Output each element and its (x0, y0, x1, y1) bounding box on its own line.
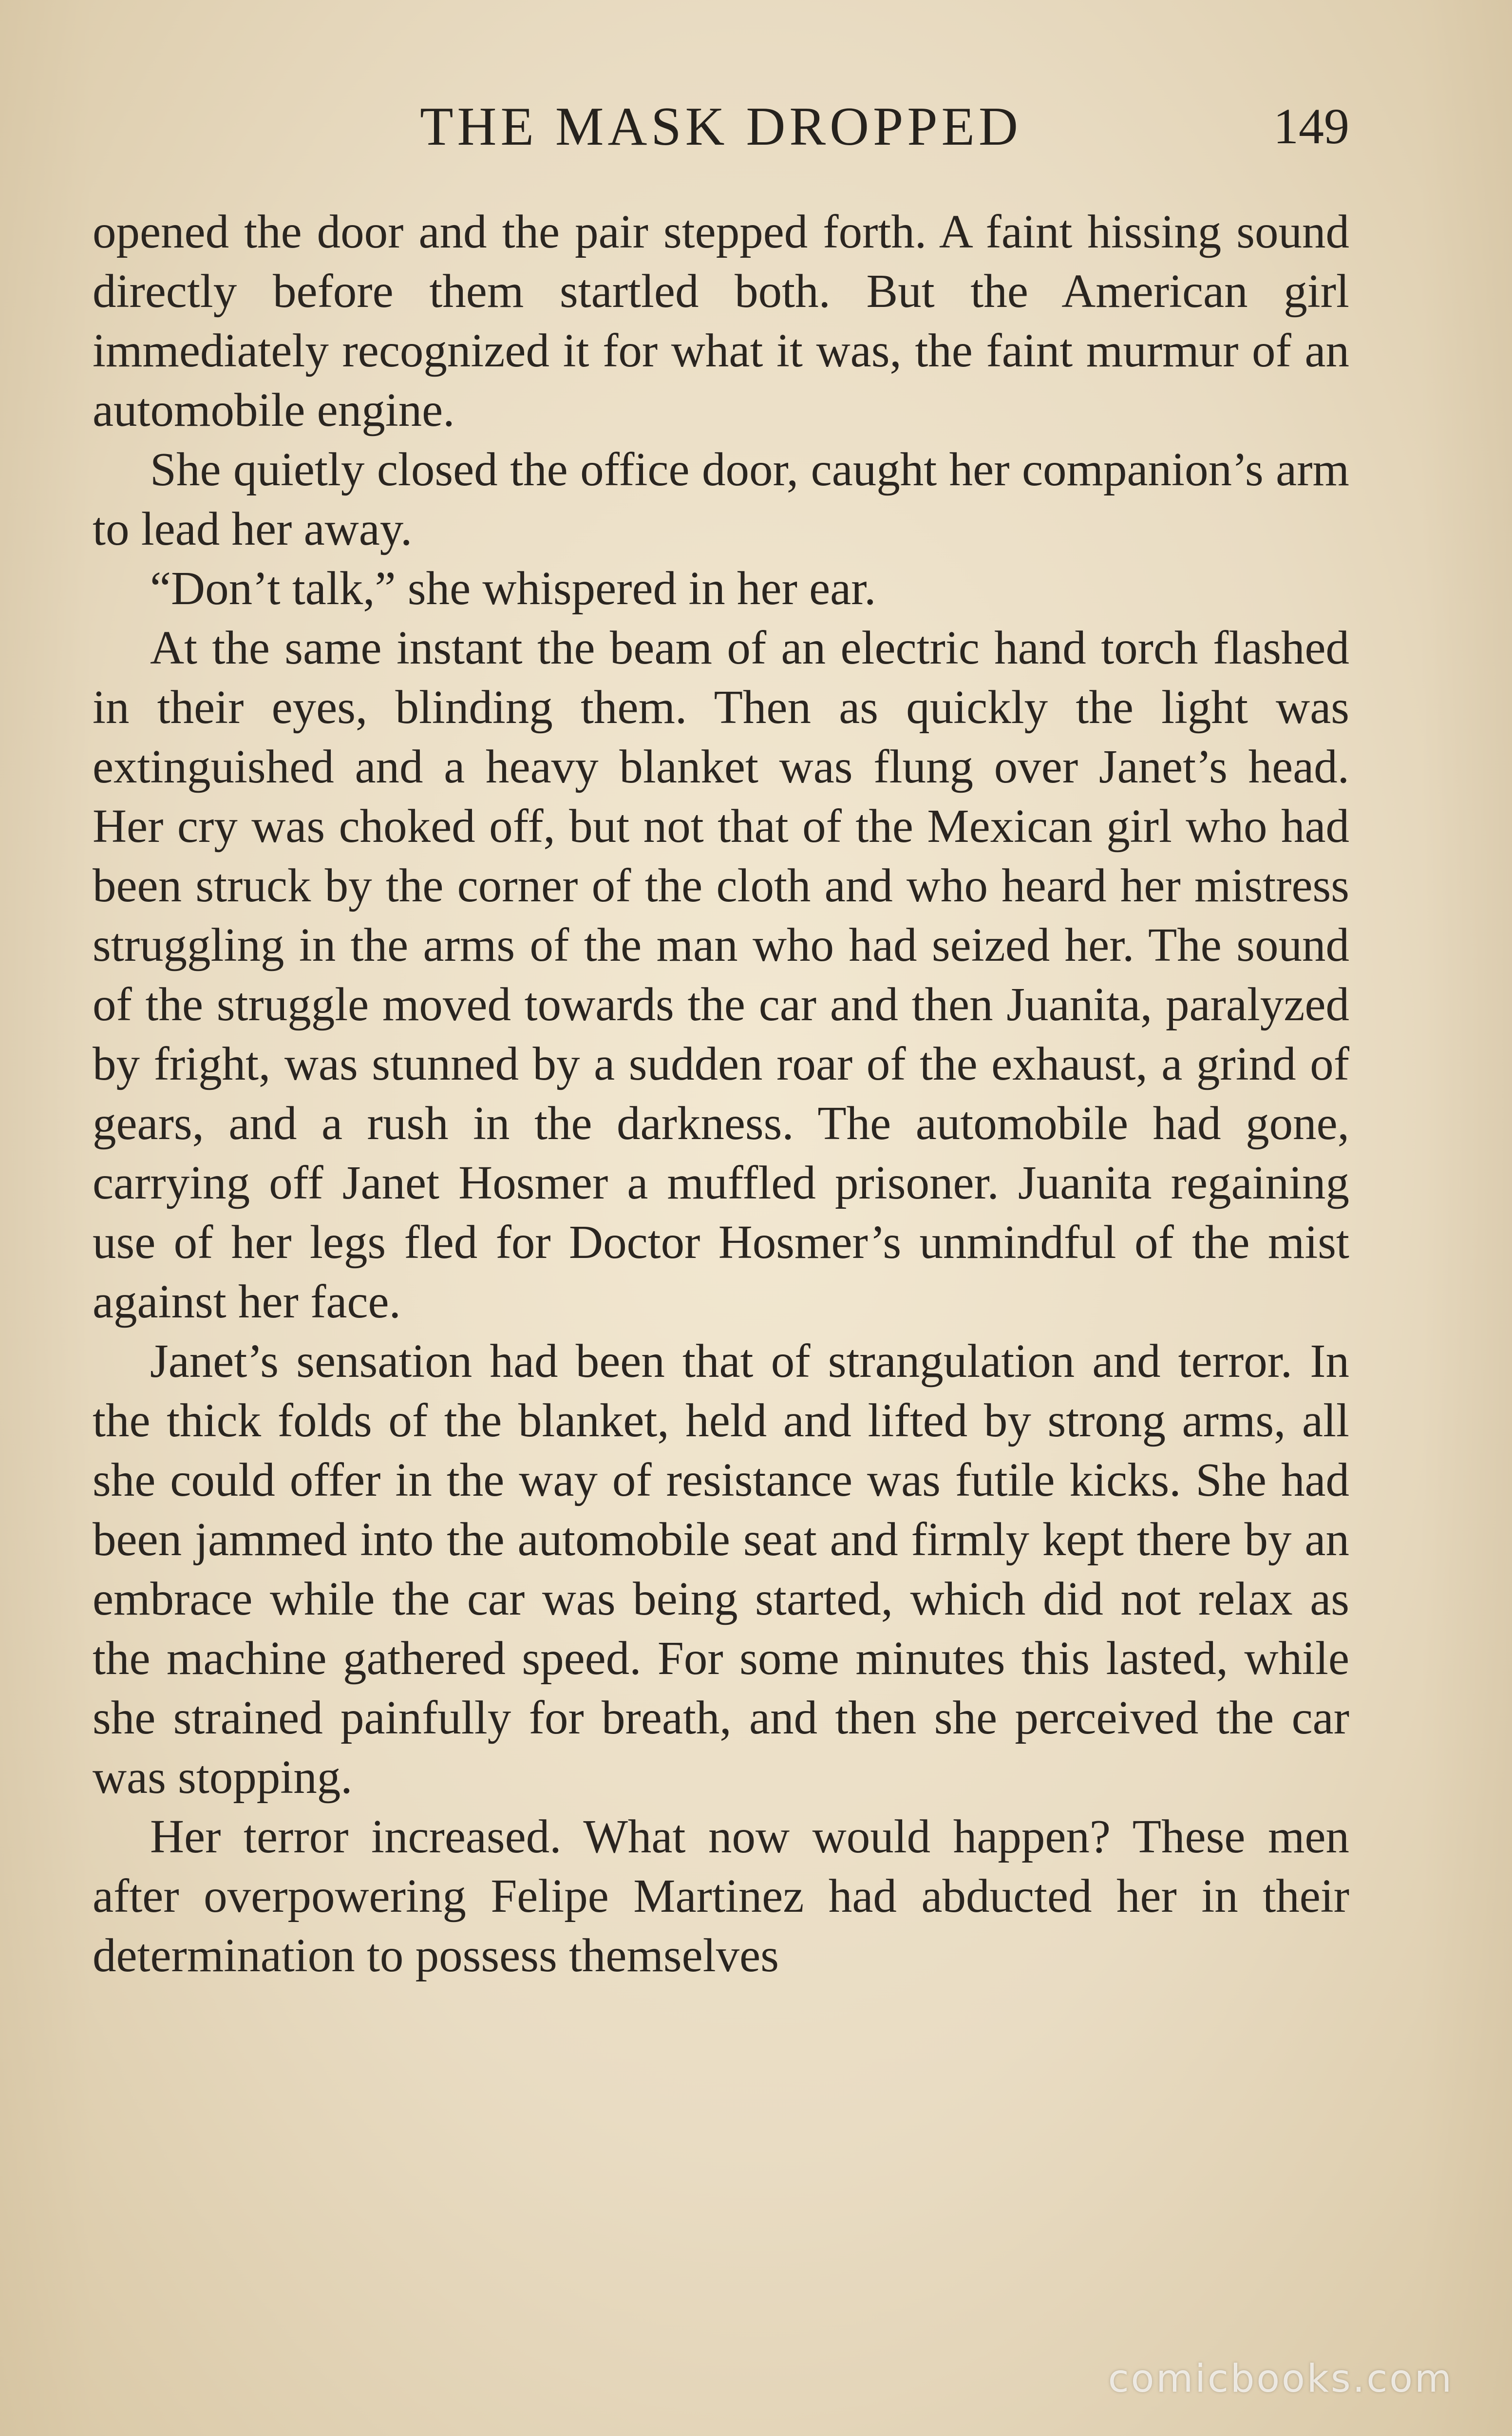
paragraph: Janet’s sensation had been that of strangulation and terror. In the thick folds of the blanket, held and lifted by strong arms, all she could offer in the way of resistance was futile kicks. She had been jammed into the automobile seat and firmly kept there by an embrace while the car was being started, which did not relax as the machine gathered speed. For some minutes this lasted, while she strained painfully for breath, and then she perceived the car was stopping. (93, 1335, 1349, 1803)
body-text (93, 202, 1349, 1985)
running-title: THE MASK DROPPED (420, 96, 1022, 157)
page-number: 149 (1273, 98, 1349, 154)
paragraph: Her terror increased. What now would happen? These men after overpowering Felipe Martinez had abducted her in their determination to possess themselves (93, 1810, 1349, 1981)
paragraph: She quietly closed the office door, caught her companion’s arm to lead her away. (93, 443, 1349, 555)
watermark: comicbooks.com (1108, 2357, 1454, 2401)
running-head (93, 93, 1349, 161)
paragraph: At the same instant the beam of an electric hand torch flashed in their eyes, blinding them. Then as quickly the light was extinguished and a heavy blanket was flung over Janet’s head. Her cry was choked off, but not that of the Mexican girl who had been struck by the corner of the cloth and who heard her mistress struggling in the arms of the man who had seized her. The sound of the struggle moved towards the car and then Juanita, paralyzed by fright, was stunned by a sudden roar of the exhaust, a grind of gears, and a rush in the darkness. The automobile had gone, carrying off Janet Hosmer a muffled prisoner. Juanita regaining use of her legs fled for Doctor Hosmer’s unmindful of the mist against her face. (93, 622, 1349, 1328)
paragraph: “Don’t talk,” she whispered in her ear. (150, 562, 876, 614)
paragraph: opened the door and the pair stepped forth. A faint hissing sound directly before them startled both. But the American girl immediately recognized it for what it was, the faint murmur of an automobile engine. (93, 206, 1349, 436)
